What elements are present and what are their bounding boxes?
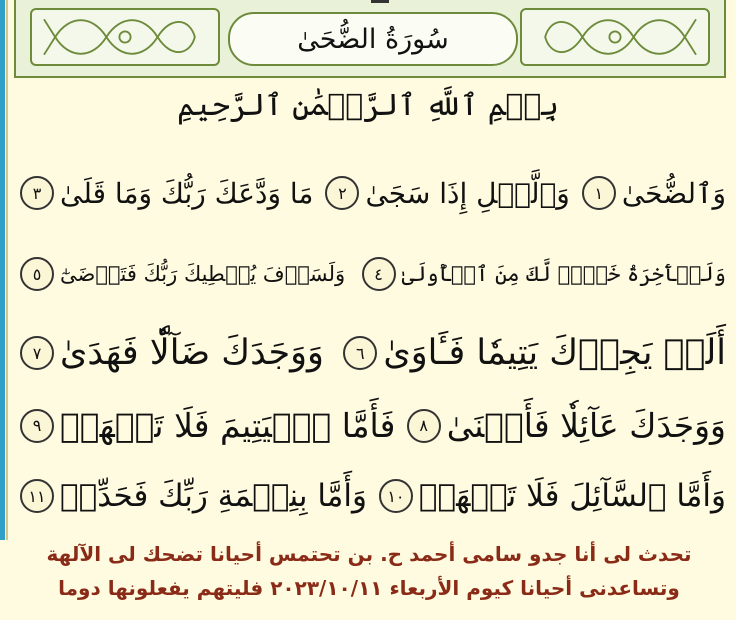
verse bbox=[14, 333, 324, 373]
verse bbox=[319, 176, 569, 210]
caption-line-2: وتساعدنى أحيانا كيوم الأربعاء ٢٠٢٣/١٠/١١ فليتهم يفعلونها دوما bbox=[58, 576, 680, 600]
surah-title: سُورَةُ الضُّحَىٰ bbox=[297, 23, 449, 55]
verse-text: وَأَمَّا بِنِعۡمَةِ رَبِّكَ فَحَدِّثۡ bbox=[60, 478, 367, 514]
verse-number-marker: ٤ bbox=[362, 257, 396, 291]
verse-number-marker: ٨ bbox=[407, 409, 441, 443]
verse-text: وَٱلضُّحَىٰ bbox=[621, 176, 726, 210]
verse bbox=[373, 478, 726, 514]
verse-text: وَلَلۡأٓخِرَةُ خَيۡرٞ لَّكَ مِنَ ٱلۡأُولَىٰ bbox=[401, 262, 726, 286]
verse-line-2 bbox=[14, 257, 726, 291]
verse-line-1 bbox=[14, 176, 726, 210]
verse bbox=[14, 478, 367, 514]
caption-line-1: تحدث لى أنا جدو سامى أحمد ح. بن تحتمس أحيانا تضحك لى الآلهة bbox=[46, 542, 692, 566]
verse bbox=[337, 333, 726, 373]
surah-header bbox=[14, 0, 726, 78]
verse-text: أَلَمۡ يَجِدۡكَ يَتِيمٗا فَـَٔاوَىٰ bbox=[383, 333, 726, 373]
ornament-knot-icon bbox=[32, 10, 218, 64]
verse-line-3 bbox=[14, 333, 726, 373]
verse bbox=[14, 176, 313, 210]
verse bbox=[401, 406, 726, 445]
verse-number-marker: ١٠ bbox=[379, 479, 413, 513]
verse-text: مَا وَدَّعَكَ رَبُّكَ وَمَا قَلَىٰ bbox=[60, 176, 314, 210]
header-ornament-right bbox=[520, 8, 710, 66]
verse-text: وَٱلَّيۡلِ إِذَا سَجَىٰ bbox=[365, 176, 570, 210]
verse-text: وَأَمَّا ٱلسَّآئِلَ فَلَا تَنۡهَرۡ bbox=[418, 478, 726, 514]
left-margin-rule bbox=[0, 0, 5, 540]
ornament-knot-icon bbox=[522, 10, 708, 64]
basmala: بِسۡمِ ٱللَّهِ ٱلرَّحۡمَٰنِ ٱلرَّحِيمِ bbox=[177, 88, 559, 123]
verse-number-marker: ١ bbox=[582, 176, 616, 210]
verse bbox=[14, 257, 345, 291]
verse-text: فَأَمَّا ٱلۡيَتِيمَ فَلَا تَقۡهَرۡ bbox=[60, 406, 396, 445]
verse bbox=[14, 406, 395, 445]
left-margin-rule-inner bbox=[6, 0, 8, 540]
verse-number-marker: ٩ bbox=[20, 409, 54, 443]
verse-text: وَوَجَدَكَ عَآئِلٗا فَأَغۡنَىٰ bbox=[446, 406, 726, 445]
verse-line-4 bbox=[14, 406, 726, 445]
verse bbox=[356, 257, 726, 291]
verse-text: وَلَسَوۡفَ يُعۡطِيكَ رَبُّكَ فَتَرۡضَىٰٓ bbox=[60, 262, 346, 286]
verse-number-marker: ١١ bbox=[20, 479, 54, 513]
header-top-mark bbox=[371, 0, 389, 3]
header-ornament-left bbox=[30, 8, 220, 66]
verse-number-marker: ٦ bbox=[343, 336, 377, 370]
verse-number-marker: ٥ bbox=[20, 257, 54, 291]
verse-line-5 bbox=[14, 478, 726, 514]
verse-number-marker: ٧ bbox=[20, 336, 54, 370]
verse bbox=[576, 176, 726, 210]
verse-text: وَوَجَدَكَ ضَآلّٗا فَهَدَىٰ bbox=[60, 333, 324, 373]
verse-number-marker: ٣ bbox=[20, 176, 54, 210]
surah-title-frame bbox=[228, 12, 518, 66]
verse-number-marker: ٢ bbox=[325, 176, 359, 210]
